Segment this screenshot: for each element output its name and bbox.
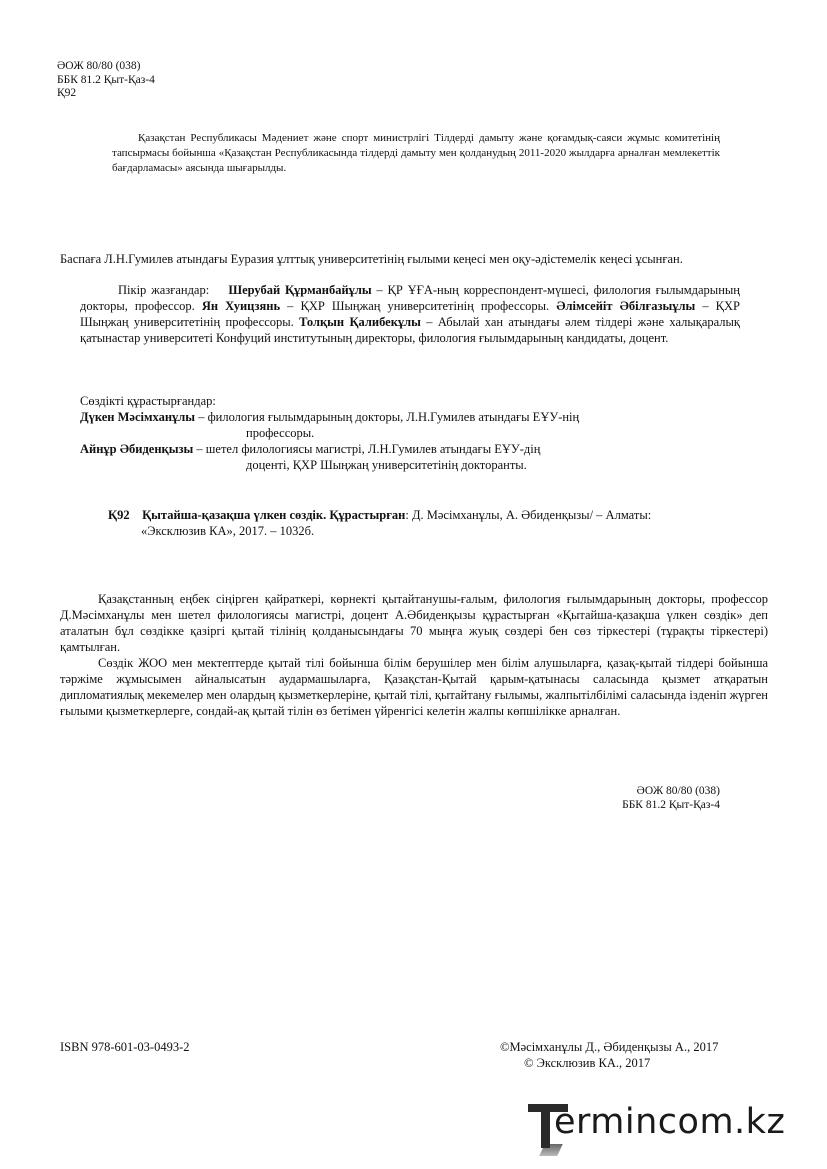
catalog-publisher: «Эксклюзив КА», 2017. – 1032б. — [141, 524, 315, 538]
compiler-desc: – шетел филологиясы магистрі, Л.Н.Гумилев атындағы ЕҰУ-дің — [193, 442, 541, 456]
reviewer-desc: – ҚХР Шыңжаң университетінің профессоры. — [80, 299, 740, 329]
catalog-details: : Д. Мәсімханұлы, А. Әбиденқызы/ – Алматы: — [405, 508, 652, 522]
bbk-index: ББК 81.2 Қыт-Қаз-4 — [57, 73, 155, 86]
udk-block-bottom — [560, 785, 720, 812]
logo-t-stem — [541, 1104, 550, 1148]
abstract-paragraph: Сөздік ЖОО мен мектептерде қытай тілі бойынша білім берушілер мен білім алушыларға, қазақ-қытай тілдері бойынша тәржіме жұмысымен айналысатын аудармашыларға, Қазақстан-Қытай қарым-қатынасы саласында қызмет атқаратын дипломатиялық мекемелер мен олардың қызметкерлеріне, қытай тілі, қытайтану ғылымы, жалпытілбілімі саласында ізденіп жүрген ғылыми қызметкерлерге, сондай-ақ қытай тілін өз бетімен үйренгісі келетін жалпы көпшілікке арналған. — [60, 656, 768, 718]
compiler-name: Айнұр Әбиденқызы — [80, 442, 194, 456]
compiler-entry — [80, 409, 700, 425]
udk-index: ӘОЖ 80/80 (038) — [636, 785, 720, 797]
isbn: ISBN 978-601-03-0493-2 — [60, 1040, 190, 1054]
logo-text: ermincom.kz — [554, 1102, 786, 1142]
udk-block-top — [57, 60, 257, 101]
reviewer-desc: – Абылай хан атындағы әлем тілдері және халықаралық қатынастар университеті Конфуций институтының директоры, филология ғылымдарының кандидаты, доцент. — [80, 315, 740, 345]
compiler-desc-cont: доценті, ҚХР Шыңжаң университетінің докторанты. — [246, 458, 527, 472]
copyright-block — [500, 1039, 766, 1071]
reviewers-lead: Пікір жазғандар: — [118, 283, 210, 297]
reviewer-name: Әлімсейіт Әбілғазыұлы — [556, 299, 696, 313]
reviewer-desc: – ҚР ҰҒА-ның корреспондент-мүшесі, филология ғылымдарының докторы, профессор. — [80, 283, 740, 313]
compilers-lead: Сөздікті құрастырғандар: — [80, 394, 216, 408]
catalog-title: Қытайша-қазақша үлкен сөздік. Құрастырған — [142, 508, 406, 522]
abstract-paragraph: Қазақстанның еңбек сіңірген қайраткері, көрнекті қытайтанушы-ғалым, филология ғылымдарының докторы, профессор Д.Мәсімханұлы мен шетел филологиясы магистрі, доцент А.Әбиденқызы құрастырған «Қытайша-қазақша үлкен сөздік» деп аталатын бұл сөздікке қазіргі қытай тілінің қолданысындағы 70 мыңға жуық сөздері бен сөз тіркестері (тұрақты тіркестері) қамтылған. — [60, 592, 768, 654]
compiler-desc: – филология ғылымдарының докторы, Л.Н.Гумилев атындағы ЕҰУ-нің — [195, 410, 580, 424]
compilers-block — [80, 393, 700, 473]
compiler-name: Дүкен Мәсімханұлы — [80, 410, 196, 424]
reviewer-name: Ян Хуицзянь — [201, 299, 281, 313]
copyright-line: © Эксклюзив КА., 2017 — [524, 1056, 651, 1070]
compiler-desc-cont: профессоры. — [246, 426, 315, 440]
catalog-entry — [108, 507, 728, 539]
udk-index: ӘОЖ 80/80 (038) — [57, 60, 141, 72]
ministry-note: Қазақстан Республикасы Мәдениет және спорт министрлігі Тілдерді дамыту және қоғамдық-саяси жұмыс комитетінің тапсырмасы бойынша «Қазақстан Республикасында тілдерді дамыту мен қолданудың 2011-2020 жылдарға арналған мемлекеттік бағдарламасы» аясында шығарылды. — [112, 132, 720, 174]
reviewers-paragraph — [80, 282, 740, 346]
publisher-note: Баспаға Л.Н.Гумилев атындағы Еуразия ұлттық университетінің ғылыми кеңесі мен оқу-әдістемелік кеңесі ұсынған. — [60, 252, 683, 266]
abstract — [60, 591, 768, 719]
termincom-logo — [528, 1100, 818, 1158]
catalog-code: Қ92 — [108, 508, 130, 522]
reviewer-desc: – ҚХР Шыңжаң университетінің профессоры. — [280, 299, 557, 313]
reviewer-name: Шерубай Құрманбайұлы — [228, 283, 372, 297]
author-code: Қ92 — [57, 87, 77, 99]
copyright-line: ©Мәсімханұлы Д., Әбиденқызы А., 2017 — [500, 1040, 719, 1054]
reviewer-name: Толқын Қалибекұлы — [299, 315, 421, 329]
bbk-index: ББК 81.2 Қыт-Қаз-4 — [622, 798, 720, 811]
compiler-entry — [80, 441, 700, 457]
